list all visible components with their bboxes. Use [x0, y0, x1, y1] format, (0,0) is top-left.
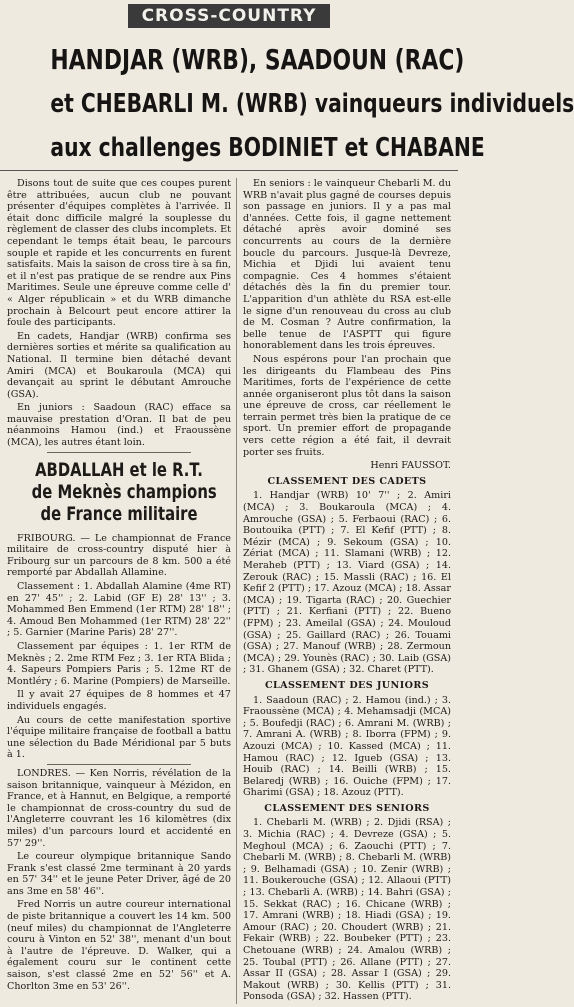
- right-column: [243, 178, 451, 1005]
- headline-line-3: aux challenges BODINIET et CHABANE: [50, 133, 485, 163]
- headline-line-1: HANDJAR (WRB), SAADOUN (RAC): [50, 43, 465, 76]
- article-paragraph: FRIBOURG. — Le championnat de France militaire de cross-country disputé hier à Fribourg sur un parcours de 8 km. 500 a été remporté par Abdallah Allamine.: [7, 532, 231, 579]
- juniors-results: 1. Saadoun (RAC) ; 2. Hamou (ind.) ; 3. Fraoussène (MCA) ; 4. Mehamsadji (MCA) ; 5. Boufedji (RAC) ; 6. Amrani M. (WRB) ; 7. Amrani A. (WRB) ; 8. Iborra (FPM) ; 9. Azouzi (MCA) ; 10. Kassed (MCA) ; 11. Hamou (RAC) ; 12. Igueb (GSA) ; 13. Houib (RAC) ; 14. Beilli (WRB) ; 15. Belaredj (WRB) ; 16. Ouiche (FPM) ; 17. Gharimi (GSA) ; 18. Azouz (PTT).: [243, 694, 451, 799]
- left-column: [7, 178, 231, 994]
- article-separator: [47, 764, 191, 765]
- cadets-title: CLASSEMENT DES CADETS: [267, 475, 427, 487]
- juniors-title: CLASSEMENT DES JUNIORS: [264, 679, 430, 691]
- article-paragraph: En cadets, Handjar (WRB) confirma ses dernières sorties et mérite sa qualification au National. Il termine bien détaché devant Amiri (MCA) et Boukaroula (MCA) qui devançait au sprint le débutant Amrouche (GSA).: [7, 330, 231, 400]
- article-paragraph: Classement : 1. Abdallah Alamine (4me RT) en 27' 45'' ; 2. Labid (GF E) 28' 13'' ; 3. Mohammed Ben Emmend (1er RTM) 28' 18'' ; 4. Amoud Ben Mohammed (1er RTM) 28' 22'' ; 5. Garnier (Marine Paris) 28' 27''.: [7, 581, 231, 639]
- cadets-results: 1. Handjar (WRB) 10' 7'' ; 2. Amiri (MCA) ; 3. Boukaroula (MCA) ; 4. Amrouche (GSA) ; 5. Ferbaoui (RAC) ; 6. Boutouika (PTT) ; 7. El Kefif (PTT) ; 8. Mézir (MCA) ; 9. Sekoum (GSA) ; 10. Zériat (MCA) ; 11. Slamani (WRB) ; 12. Meraheb (PTT) ; 13. Viard (GSA) ; 14. Zerouk (RAC) ; 15. Massli (RAC) ; 16. El Kefif 2 (PTT) ; 17. Azouz (MCA) ; 18. Assar (MCA) ; 19. Tigarta (RAC) ; 20. Guechier (PTT) ; 21. Kerfiani (PTT) ; 22. Bueno (FPM) ; 23. Ameilal (GSA) ; 24. Mouloud (GSA) ; 25. Gaillard (RAC) ; 26. Touami (GSA) ; 27. Manouf (WRB) ; 28. Zermoun (MCA) ; 29. Younès (RAC) ; 30. Laib (GSA) ; 31. Ghanem (GSA) ; 32. Charet (PTT).: [243, 490, 451, 676]
- military-headline: [7, 459, 231, 525]
- author-signature: Henri FAUSSOT.: [370, 460, 451, 472]
- article-paragraph: Il y avait 27 équipes de 8 hommes et 47 individuels engagés.: [7, 689, 231, 712]
- military-headline-line-1: ABDALLAH et le R.T.: [35, 458, 203, 481]
- article-paragraph: Le coureur olympique britannique Sando Frank s'est classé 2me terminant à 20 yards en 57' 34'' et le jeune Peter Driver, âgé de 20 ans 3me en 58' 46''.: [7, 851, 231, 897]
- section-band: [0, 0, 458, 32]
- main-headline: [0, 38, 574, 170]
- article-paragraph: Disons tout de suite que ces coupes purent être attribuées, aucun club ne pouvant présenter d'équipes complètes à l'arrivée. Il était donc difficile malgré la souplesse du règlement de classer des clubs incomplets. Et cependant le temps était beau, le parcours souple et rapide et les concurrents en furent satisfaits. Mais la saison de cross tire à sa fin, et il n'est pas pratique de se rendre aux Pins Maritimes. Seule une épreuve comme celle d' « Alger républicain » et du WRB dimanche prochain à Belcourt peut encore attirer la foule des participants.: [7, 178, 231, 329]
- seniors-results: 1. Chebarli M. (WRB) ; 2. Djidi (RSA) ; 3. Michia (RAC) ; 4. Devreze (GSA) ; 5. Meghoul (MCA) ; 6. Zaouchi (PTT) ; 7. Chebarli M. (WRB) ; 8. Chebarli M. (WRB) ; 9. Belhamadi (GSA) ; 10. Zenir (WRB) ; 11. Boukerouche (GSA) ; 12. Allaoui (PTT) ; 13. Chebarli A. (WRB) ; 14. Bahri (GSA) ; 15. Sekkat (RAC) ; 16. Chicane (WRB) ; 17. Amrani (WRB) ; 18. Hiadi (GSA) ; 19. Amour (RAC) ; 20. Choudert (WRB) ; 21. Fekair (WRB) ; 22. Boubeker (PTT) ; 23. Chetouane (WRB) ; 24. Amalou (WRB) ; 25. Toubal (PTT) ; 26. Allane (PTT) ; 27. Assar II (GSA) ; 28. Assar I (GSA) ; 29. Makout (WRB) ; 30. Kellis (PTT) ; 31. Ponsoda (GSA) ; 32. Hassen (PTT).: [243, 817, 451, 1003]
- column-divider: [236, 178, 237, 1004]
- article-paragraph: Nous espérons pour l'an prochain que les dirigeants du Flambeau des Pins Maritimes, forts de l'expérience de cette année organiseront plus tôt dans la saison une épreuve de cross, car réellement le terrain permet très bien la pratique de ce sport. Un premier effort de propagande vers cette région a été fait, il devrait porter ses fruits.: [243, 353, 451, 458]
- article-separator: [47, 452, 191, 453]
- military-headline-line-3: de France militaire: [40, 502, 198, 525]
- article-paragraph: LONDRES. — Ken Norris, révélation de la saison britannique, vainqueur à Mézidon, en France, et à Hannut, en Belgique, a remporté le championnat de cross-country du sud de l'Angleterre couvrant les 16 kilomètres (dix miles) d'un parcours lourd et accidenté en 57' 29''.: [7, 767, 231, 849]
- article-paragraph: Classement par équipes : 1. 1er RTM de Meknès ; 2. 2me RTM Fez ; 3. 1er RTA Blida ; 4. Sapeurs Pompiers Paris ; 5. 12me RT de Montléry ; 6. Marine (Pompiers) de Marseille.: [7, 641, 231, 687]
- seniors-title: CLASSEMENT DES SENIORS: [264, 802, 430, 814]
- article-paragraph: Au cours de cette manifestation sportive l'équipe militaire française de football a battu une sélection du Bade Méridional par 5 buts à 1.: [7, 714, 231, 761]
- military-headline-line-2: de Meknès champions: [31, 480, 217, 503]
- article-paragraph: Fred Norris un autre coureur international de piste britannique a couvert les 14 km. 500 (neuf miles) du championnat de l'Angleterre couru à Vinton en 52' 38'', menant d'un bout à l'autre de l'épreuve. D. Walker, qui a également couru sur le continent cette saison, s'est classé 2me en 52' 56'' et A. Chorlton 3me en 53' 26''.: [7, 899, 231, 992]
- header-divider: [0, 170, 458, 171]
- section-label: CROSS-COUNTRY: [128, 4, 331, 28]
- article-paragraph: En juniors : Saadoun (RAC) efface sa mauvaise prestation d'Oran. Il bat de peu néanmoins Hamou (ind.) et Fraoussène (MCA), les autres étant loin.: [7, 402, 231, 449]
- article-paragraph: En seniors : le vainqueur Chebarli M. du WRB n'avait plus gagné de courses depuis son passage en juniors. Il y a pas mal d'années. Cette fois, il gagne nettement détaché après avoir dominé ses concurrents au cours de la dernière boucle du parcours. Jusque-là Devreze, Michia et Djidi lui avaient tenu compagnie. Ces 4 hommes s'étaient détachés dès la fin du premier tour. L'apparition d'un athlète du RSA est-elle le signe d'un renouveau du cross au club de M. Cosman ? Autre confirmation, la belle tenue de l'ASPTT qui figure honorablement dans les trois épreuves.: [243, 178, 451, 352]
- headline-line-2: et CHEBARLI M. (WRB) vainqueurs individuels: [50, 89, 574, 119]
